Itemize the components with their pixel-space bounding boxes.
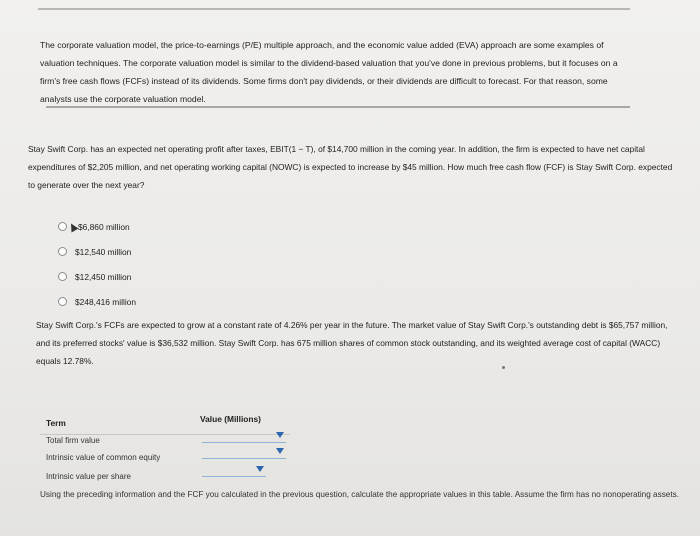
radio-button[interactable] — [58, 297, 67, 306]
intro-paragraph: The corporate valuation model, the price-to-earnings (P/E) multiple approach, and the economic value added (EVA) approach are some examples of valuation techniques. The corporate valuation model is similar to the dividend-based valuation that you've done in previous problems, but it focuses on a firm's free cash flows (FCFs) instead of its dividends. Some firms don't pay dividends, or their dividends are difficult to forecast. For that reason, some analysts use the corporate valuation model. — [40, 40, 618, 104]
question-2-text: Stay Swift Corp.'s FCFs are expected to grow at a constant rate of 4.26% per year in the future. The market value of Stay Swift Corp.'s outstanding debt is $65,757 million, and its preferred stocks' value is $36,532 million. Stay Swift Corp. has 675 million shares of common stock outstanding, and its weighted average cost of capital (WACC) equals 12.78%. — [36, 320, 668, 366]
instruction-text: Using the preceding information and the FCF you calculated in the previous question, calculate the appropriate values in this table. Assume the firm has no nonoperating assets. — [40, 490, 679, 499]
option-label: $12,540 million — [75, 246, 132, 257]
total-firm-value-dropdown[interactable] — [202, 430, 286, 443]
stray-dot — [502, 366, 505, 369]
radio-button[interactable] — [58, 272, 67, 281]
option-label: $248,416 million — [75, 296, 136, 307]
table-row-term: Total firm value — [46, 436, 100, 445]
answer-options — [58, 214, 136, 314]
radio-button[interactable] — [58, 247, 67, 256]
option-2[interactable] — [58, 239, 136, 264]
caret-down-icon[interactable] — [276, 448, 284, 454]
intro-bottom-divider — [46, 106, 630, 108]
value-column-header: Value (Millions) — [200, 414, 261, 424]
term-column-header: Term — [46, 418, 66, 428]
radio-button[interactable] — [58, 222, 67, 231]
option-4[interactable] — [58, 289, 136, 314]
intrinsic-value-equity-dropdown[interactable] — [202, 446, 286, 459]
table-row-term: Intrinsic value per share — [46, 472, 131, 481]
mouse-cursor-icon — [68, 221, 79, 232]
caret-down-icon[interactable] — [276, 432, 284, 438]
caret-down-icon[interactable] — [256, 466, 264, 472]
top-divider — [38, 8, 630, 10]
option-label: $6,860 million — [78, 221, 130, 232]
intrinsic-value-per-share-dropdown[interactable] — [202, 464, 266, 477]
question-1-text: Stay Swift Corp. has an expected net operating profit after taxes, EBIT(1 − T), of $14,700 million in the coming year. In addition, the firm is expected to have net capital expenditures of $2,205 million, and net operating working capital (NOWC) is expected to increase by $45 million. How much free cash flow (FCF) is Stay Swift Corp. expected to generate over the next year? — [28, 144, 673, 190]
option-1[interactable] — [58, 214, 136, 239]
table-row-term: Intrinsic value of common equity — [46, 453, 161, 462]
option-3[interactable] — [58, 264, 136, 289]
option-label: $12,450 million — [75, 271, 132, 282]
